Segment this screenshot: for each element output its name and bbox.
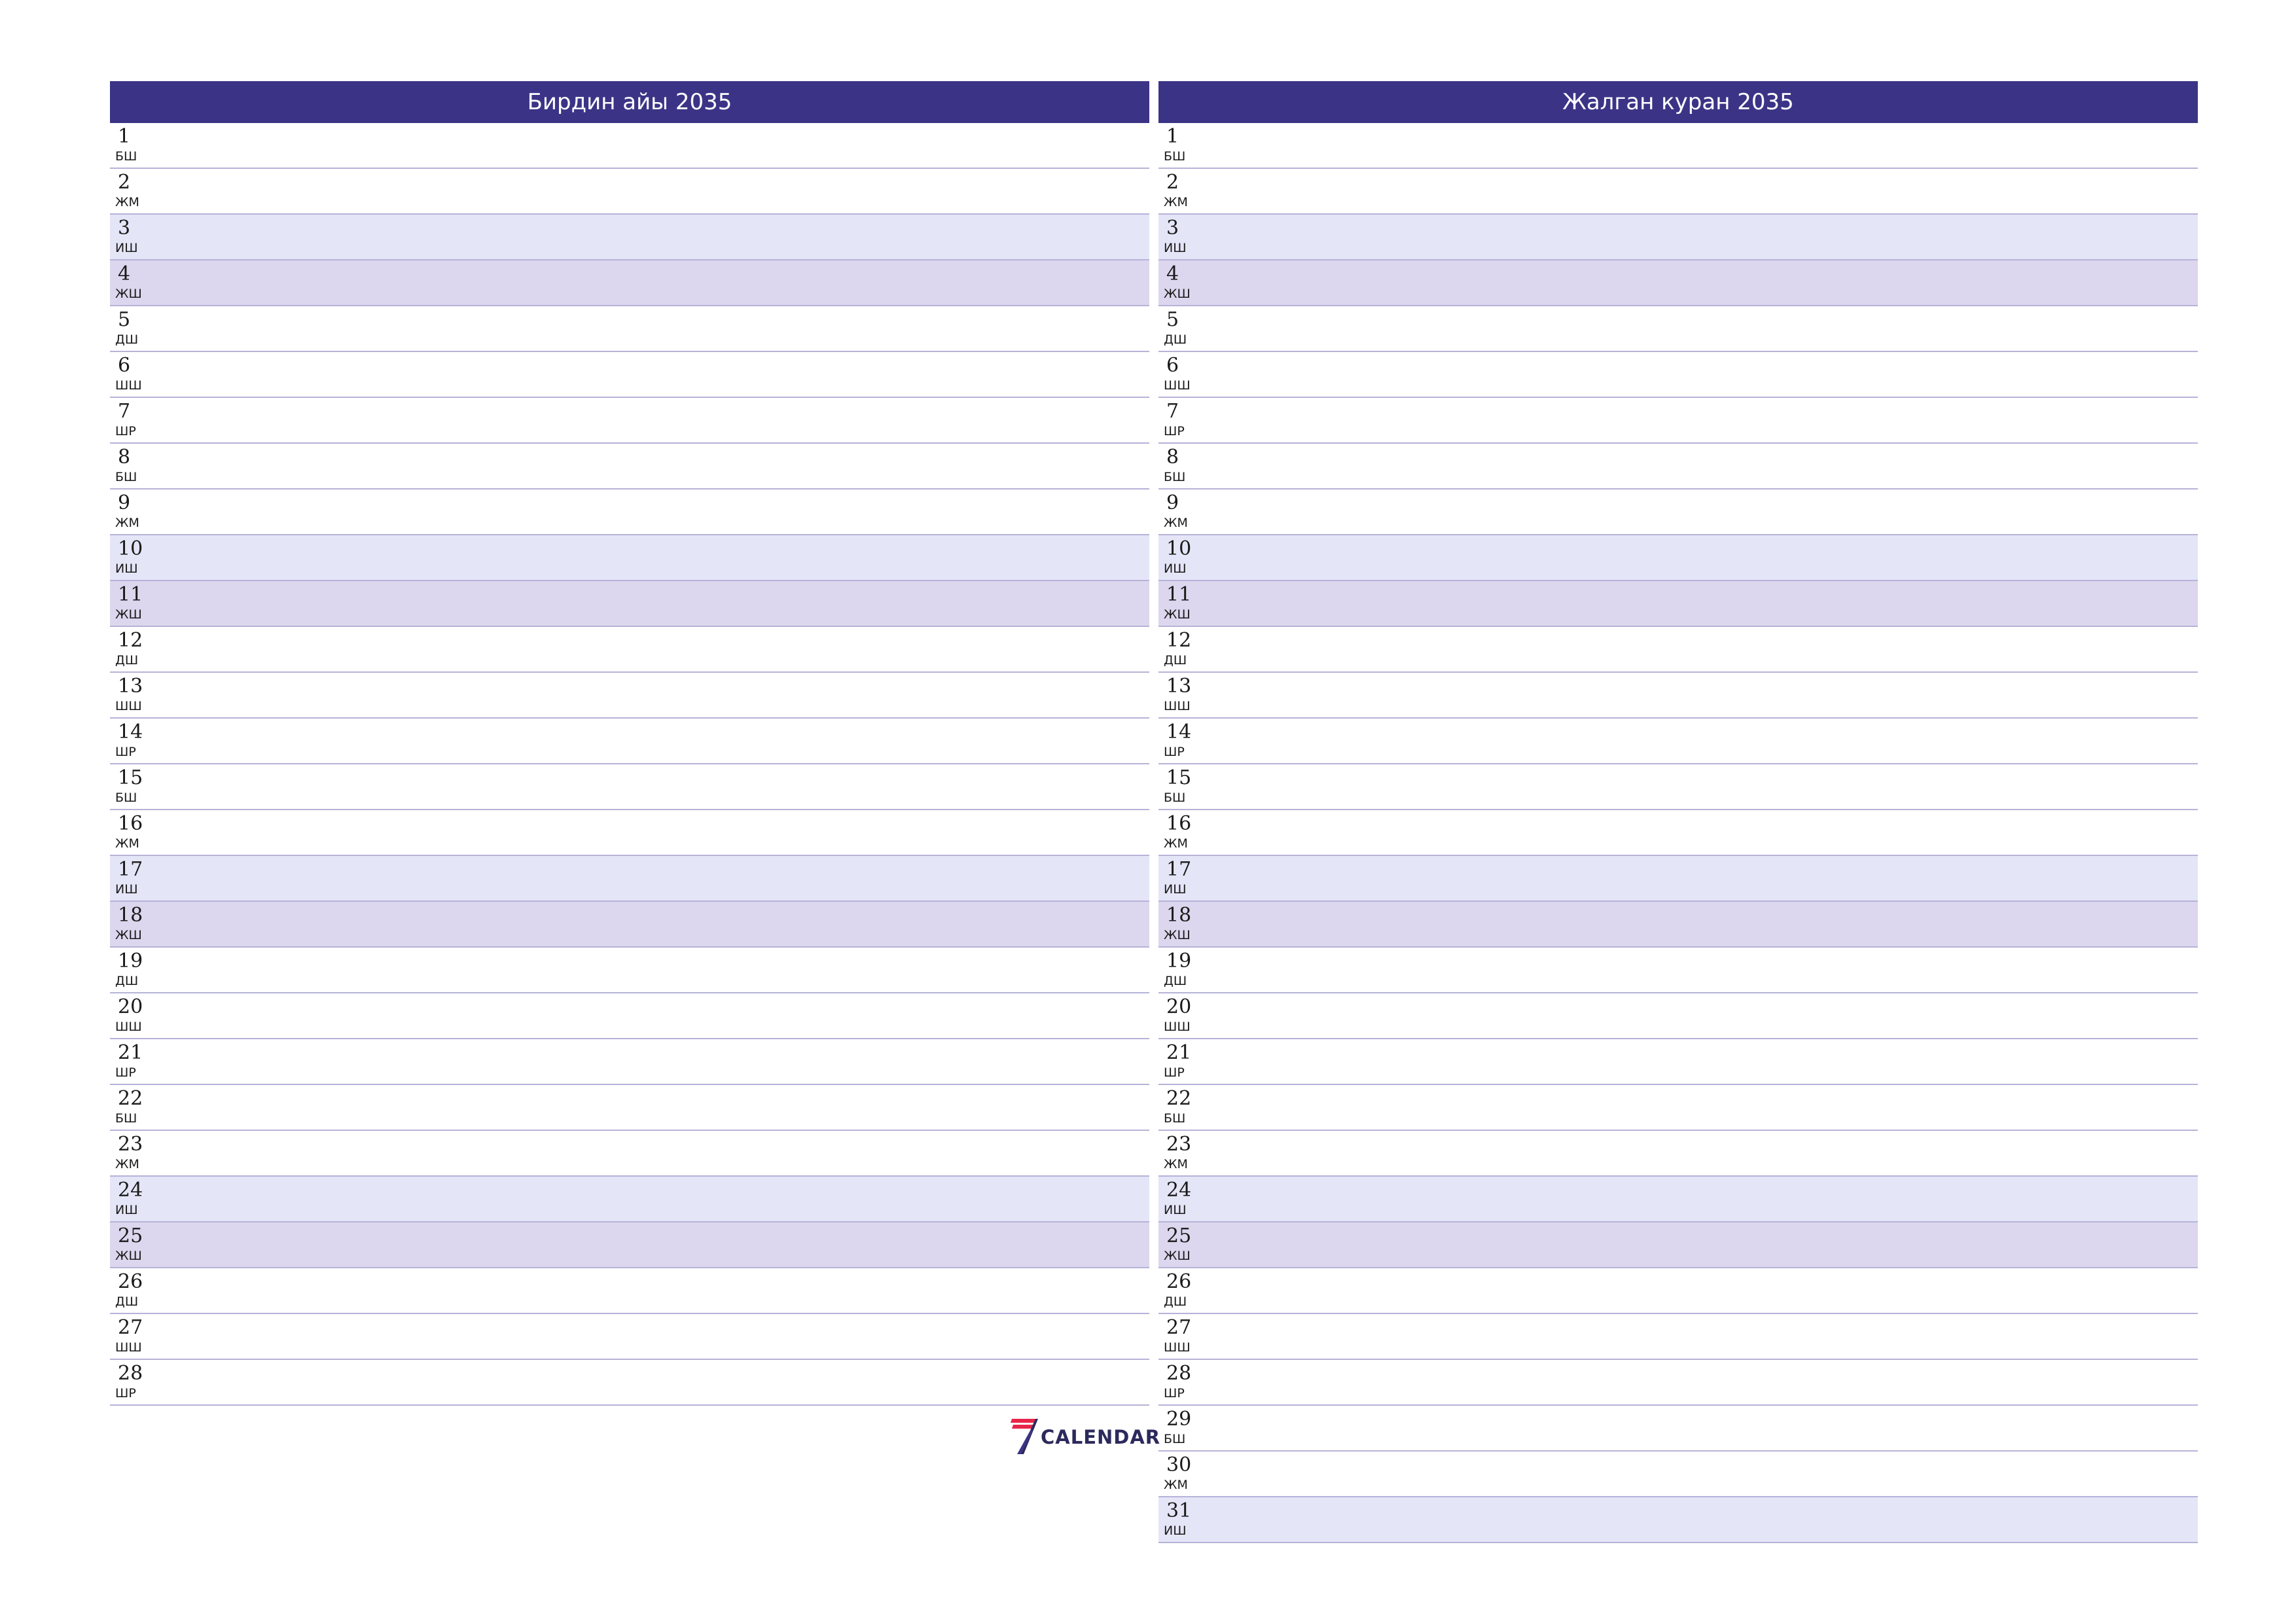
weekday-abbrev: ШР [115, 424, 136, 438]
day-row[interactable] [1158, 306, 2198, 352]
day-row[interactable] [110, 1222, 1149, 1268]
weekday-abbrev: ИШ [1164, 1203, 1187, 1217]
weekday-abbrev: БШ [1164, 149, 1186, 164]
weekday-abbrev: ИШ [115, 1203, 138, 1217]
weekday-abbrev: ШШ [115, 1020, 142, 1034]
day-number: 9 [118, 491, 131, 514]
day-number: 12 [118, 629, 143, 652]
day-number: 24 [1166, 1179, 1192, 1202]
day-row[interactable] [110, 398, 1149, 444]
weekday-abbrev: БШ [115, 470, 137, 484]
day-number: 27 [118, 1316, 143, 1339]
day-row[interactable] [110, 490, 1149, 535]
day-row[interactable] [1158, 1039, 2198, 1085]
day-number: 22 [118, 1087, 143, 1110]
weekday-abbrev: БШ [1164, 791, 1186, 805]
day-number: 17 [1166, 858, 1192, 881]
weekday-abbrev: БШ [115, 1111, 137, 1126]
day-row[interactable] [110, 856, 1149, 902]
day-row[interactable] [1158, 627, 2198, 673]
day-number: 28 [118, 1362, 143, 1385]
logo-text: CALENDAR [1041, 1426, 1161, 1448]
day-number: 30 [1166, 1454, 1192, 1476]
seven-calendar-logo-icon [1008, 1418, 1039, 1455]
day-row[interactable] [110, 673, 1149, 719]
day-row[interactable] [110, 902, 1149, 948]
day-row[interactable] [1158, 810, 2198, 856]
day-number: 25 [1166, 1224, 1192, 1247]
day-number: 31 [1166, 1499, 1192, 1522]
weekday-abbrev: ЖМ [115, 516, 139, 530]
day-row[interactable] [110, 1268, 1149, 1314]
day-row[interactable] [110, 719, 1149, 764]
day-number: 25 [118, 1224, 143, 1247]
day-number: 11 [118, 583, 143, 606]
weekday-abbrev: ЖШ [115, 607, 142, 622]
weekday-abbrev: ЖМ [1164, 1157, 1188, 1171]
weekday-abbrev: ЖМ [1164, 195, 1188, 209]
weekday-abbrev: ДШ [115, 1294, 139, 1309]
day-row[interactable] [1158, 444, 2198, 490]
weekday-abbrev: ДШ [1164, 653, 1187, 668]
weekday-abbrev: ЖШ [1164, 607, 1191, 622]
day-number: 28 [1166, 1362, 1192, 1385]
day-number: 21 [1166, 1041, 1192, 1064]
weekday-abbrev: ШР [115, 745, 136, 759]
weekday-abbrev: ЖМ [115, 1157, 139, 1171]
day-row[interactable] [1158, 993, 2198, 1039]
weekday-abbrev: ЖШ [115, 1249, 142, 1263]
day-row[interactable] [1158, 1222, 2198, 1268]
day-row[interactable] [1158, 902, 2198, 948]
weekday-abbrev: ИШ [115, 882, 138, 897]
day-number: 19 [118, 950, 143, 972]
weekday-abbrev: ЖШ [1164, 1249, 1191, 1263]
day-row[interactable] [110, 352, 1149, 398]
day-number: 15 [1166, 766, 1192, 789]
weekday-abbrev: ШР [1164, 424, 1185, 438]
day-row[interactable] [1158, 764, 2198, 810]
day-number: 5 [118, 308, 131, 331]
weekday-abbrev: ШР [115, 1386, 136, 1400]
day-number: 16 [118, 812, 143, 835]
weekday-abbrev: ШШ [1164, 1340, 1191, 1355]
day-row[interactable] [110, 627, 1149, 673]
day-row[interactable] [1158, 1268, 2198, 1314]
day-row[interactable] [110, 215, 1149, 260]
day-row[interactable] [110, 810, 1149, 856]
day-number: 9 [1166, 491, 1179, 514]
weekday-abbrev: ДШ [115, 653, 139, 668]
weekday-abbrev: ЖШ [115, 928, 142, 942]
weekday-abbrev: ИШ [115, 562, 138, 576]
day-row[interactable] [110, 993, 1149, 1039]
day-row[interactable] [110, 123, 1149, 169]
day-number: 3 [118, 217, 131, 240]
weekday-abbrev: ШР [1164, 745, 1185, 759]
weekday-abbrev: БШ [115, 791, 137, 805]
day-number: 7 [1166, 400, 1179, 423]
day-row[interactable] [1158, 719, 2198, 764]
day-number: 5 [1166, 308, 1179, 331]
weekday-abbrev: ЖШ [1164, 287, 1191, 301]
day-row[interactable] [110, 948, 1149, 993]
day-row[interactable] [1158, 215, 2198, 260]
day-row[interactable] [1158, 1406, 2198, 1452]
day-number: 26 [118, 1270, 143, 1293]
day-number: 8 [1166, 446, 1179, 469]
day-number: 18 [1166, 904, 1192, 927]
day-number: 18 [118, 904, 143, 927]
day-row[interactable] [1158, 1314, 2198, 1360]
weekday-abbrev: ИШ [1164, 882, 1187, 897]
weekday-abbrev: ШШ [115, 699, 142, 713]
day-row[interactable] [110, 1085, 1149, 1131]
day-row[interactable] [1158, 1085, 2198, 1131]
day-row[interactable] [1158, 1452, 2198, 1497]
day-number: 7 [118, 400, 131, 423]
weekday-abbrev: ЖМ [1164, 836, 1188, 851]
brand-logo [1008, 1418, 1161, 1457]
day-number: 13 [1166, 675, 1192, 698]
day-row[interactable] [1158, 169, 2198, 215]
weekday-abbrev: ШШ [115, 378, 142, 393]
day-list [1158, 123, 2198, 1543]
weekday-abbrev: ШШ [1164, 699, 1191, 713]
weekday-abbrev: ШШ [1164, 378, 1191, 393]
day-number: 22 [1166, 1087, 1192, 1110]
day-number: 6 [1166, 354, 1179, 377]
day-number: 12 [1166, 629, 1192, 652]
day-row[interactable] [110, 306, 1149, 352]
weekday-abbrev: ЖМ [115, 195, 139, 209]
day-number: 10 [118, 537, 143, 560]
day-row[interactable] [1158, 260, 2198, 306]
weekday-abbrev: ИШ [1164, 1524, 1187, 1538]
weekday-abbrev: ЖШ [1164, 928, 1191, 942]
weekday-abbrev: ИШ [115, 241, 138, 255]
day-row[interactable] [1158, 1177, 2198, 1222]
month-title: Жалган куран 2035 [1158, 81, 2198, 123]
day-number: 24 [118, 1179, 143, 1202]
day-number: 1 [1166, 125, 1179, 148]
day-number: 14 [1166, 721, 1192, 743]
weekday-abbrev: ДШ [1164, 1294, 1187, 1309]
day-row[interactable] [1158, 352, 2198, 398]
weekday-abbrev: ШР [1164, 1065, 1185, 1080]
day-row[interactable] [110, 581, 1149, 627]
day-number: 17 [118, 858, 143, 881]
day-row[interactable] [110, 535, 1149, 581]
day-number: 23 [118, 1133, 143, 1156]
day-row[interactable] [1158, 856, 2198, 902]
day-number: 1 [118, 125, 131, 148]
day-row[interactable] [110, 1177, 1149, 1222]
weekday-abbrev: БШ [1164, 1432, 1186, 1446]
day-list [110, 123, 1149, 1406]
day-row[interactable] [1158, 398, 2198, 444]
day-row[interactable] [1158, 1131, 2198, 1177]
month-panel-left [110, 81, 1149, 1406]
day-row[interactable] [110, 1131, 1149, 1177]
day-number: 3 [1166, 217, 1179, 240]
day-row[interactable] [1158, 1360, 2198, 1406]
day-number: 13 [118, 675, 143, 698]
day-number: 16 [1166, 812, 1192, 835]
day-row[interactable] [110, 764, 1149, 810]
day-row[interactable] [1158, 581, 2198, 627]
month-title: Бирдин айы 2035 [110, 81, 1149, 123]
day-number: 19 [1166, 950, 1192, 972]
day-row[interactable] [1158, 673, 2198, 719]
weekday-abbrev: ШШ [1164, 1020, 1191, 1034]
weekday-abbrev: БШ [115, 149, 137, 164]
weekday-abbrev: ДШ [1164, 974, 1187, 988]
weekday-abbrev: ЖМ [1164, 516, 1188, 530]
day-number: 4 [118, 262, 131, 285]
weekday-abbrev: ШШ [115, 1340, 142, 1355]
day-row[interactable] [110, 1039, 1149, 1085]
weekday-abbrev: ДШ [1164, 332, 1187, 347]
weekday-abbrev: ИШ [1164, 562, 1187, 576]
day-number: 26 [1166, 1270, 1192, 1293]
day-row[interactable] [1158, 123, 2198, 169]
day-row[interactable] [1158, 1497, 2198, 1543]
day-number: 10 [1166, 537, 1192, 560]
weekday-abbrev: ЖШ [115, 287, 142, 301]
day-row[interactable] [1158, 490, 2198, 535]
day-number: 6 [118, 354, 131, 377]
weekday-abbrev: ЖМ [1164, 1478, 1188, 1492]
day-number: 2 [118, 171, 131, 194]
day-row[interactable] [110, 444, 1149, 490]
day-number: 11 [1166, 583, 1192, 606]
day-row[interactable] [1158, 535, 2198, 581]
weekday-abbrev: ШР [115, 1065, 136, 1080]
day-number: 2 [1166, 171, 1179, 194]
day-row[interactable] [110, 260, 1149, 306]
month-panel-right [1158, 81, 2198, 1543]
weekday-abbrev: БШ [1164, 470, 1186, 484]
day-number: 4 [1166, 262, 1179, 285]
day-row[interactable] [110, 1360, 1149, 1406]
day-number: 27 [1166, 1316, 1192, 1339]
day-number: 15 [118, 766, 143, 789]
day-number: 14 [118, 721, 143, 743]
day-number: 23 [1166, 1133, 1192, 1156]
weekday-abbrev: ШР [1164, 1386, 1185, 1400]
weekday-abbrev: ДШ [115, 332, 139, 347]
weekday-abbrev: ИШ [1164, 241, 1187, 255]
day-number: 29 [1166, 1408, 1192, 1431]
day-number: 21 [118, 1041, 143, 1064]
day-number: 20 [1166, 995, 1192, 1018]
day-row[interactable] [110, 1314, 1149, 1360]
day-row[interactable] [1158, 948, 2198, 993]
day-number: 20 [118, 995, 143, 1018]
weekday-abbrev: БШ [1164, 1111, 1186, 1126]
day-row[interactable] [110, 169, 1149, 215]
day-number: 8 [118, 446, 131, 469]
weekday-abbrev: ДШ [115, 974, 139, 988]
weekday-abbrev: ЖМ [115, 836, 139, 851]
